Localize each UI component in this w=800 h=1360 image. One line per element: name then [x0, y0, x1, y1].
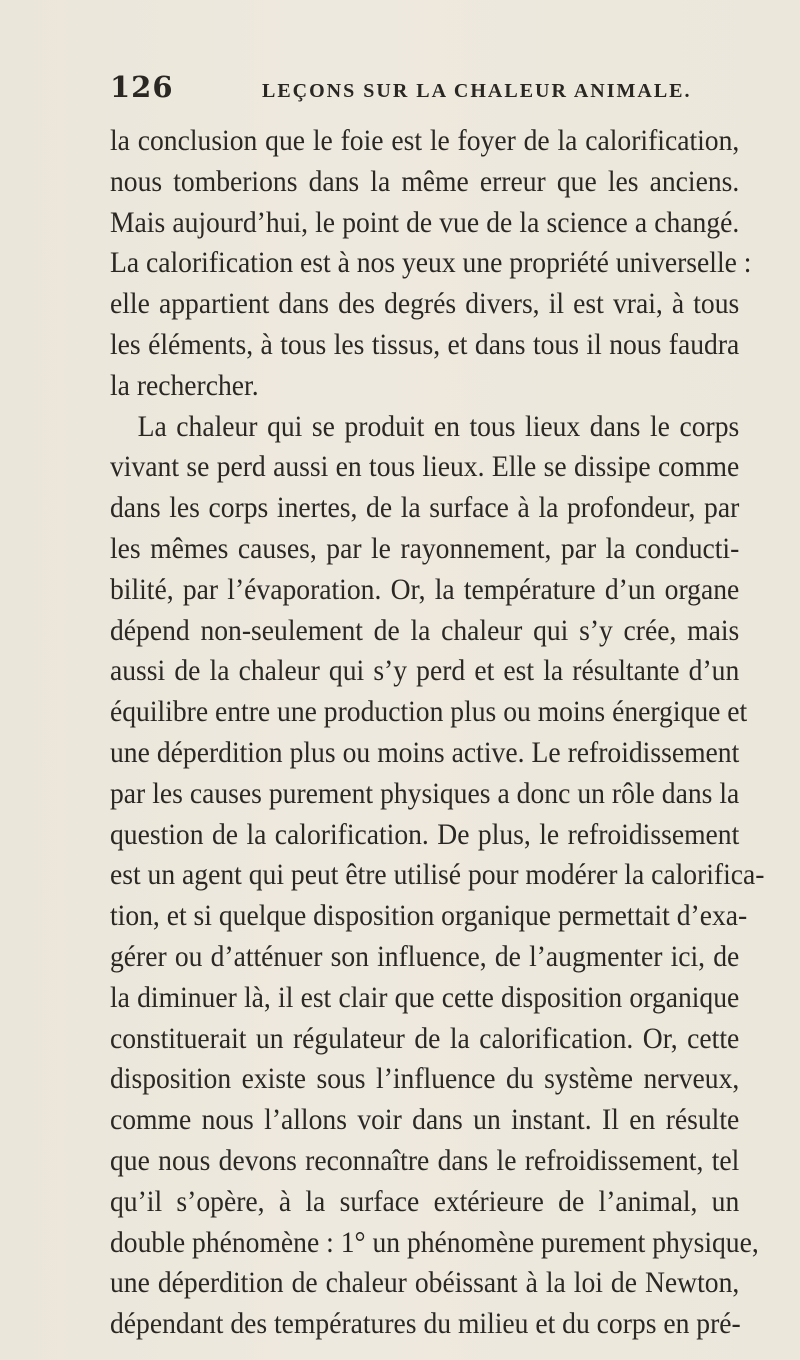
text-line: vivant se perd aussi en tous lieux. Elle se dissipe comme	[110, 450, 740, 484]
text-line: constituerait un régulateur de la calorification. Or, cette	[110, 1021, 740, 1055]
running-header	[100, 70, 740, 110]
paragraph-start-line: La chaleur qui se produit en tous lieux dans le corps	[137, 409, 740, 443]
text-line: les mêmes causes, par le rayonnement, par la conducti-	[110, 531, 740, 565]
text-line: comme nous l’allons voir dans un instant. Il en résulte	[110, 1103, 740, 1137]
text-line: la diminuer là, il est clair que cette disposition organique	[110, 980, 740, 1014]
text-line: aussi de la chaleur qui s’y perd et est la résultante d’un	[110, 654, 740, 688]
text-line: dans les corps inertes, de la surface à la profondeur, par	[110, 491, 740, 525]
text-line: gérer ou d’atténuer son influence, de l’augmenter ici, de	[110, 939, 740, 973]
text-line: elle appartient dans des degrés divers, il est vrai, à tous	[110, 287, 740, 321]
text-line: une déperdition de chaleur obéissant à la loi de Newton,	[110, 1266, 740, 1300]
text-line: dépend non-seulement de la chaleur qui s’y crée, mais	[110, 613, 740, 647]
running-title: LEÇONS SUR LA CHALEUR ANIMALE.	[262, 80, 692, 102]
text-line: tion, et si quelque disposition organique permettait d’exa-	[110, 899, 748, 933]
text-line: par les causes purement physiques a donc un rôle dans la	[110, 776, 740, 810]
text-line: dépendant des températures du milieu et du corps en pré-	[110, 1307, 741, 1341]
text-line: double phénomène : 1° un phénomène purement physique,	[110, 1225, 759, 1259]
page-number: 126	[110, 70, 174, 104]
text-line: une déperdition plus ou moins active. Le refroidissement	[110, 735, 740, 769]
text-line: que nous devons reconnaître dans le refroidissement, tel	[110, 1143, 740, 1177]
text-line: la rechercher.	[110, 368, 259, 402]
text-line: bilité, par l’évaporation. Or, la température d’un organe	[110, 572, 740, 606]
text-line: équilibre entre une production plus ou moins énergique et	[110, 695, 748, 729]
text-body	[110, 121, 765, 1345]
text-line: La calorification est à nos yeux une propriété universelle :	[110, 246, 752, 280]
text-line: disposition existe sous l’influence du système nerveux,	[110, 1062, 740, 1096]
text-line: nous tomberions dans la même erreur que les anciens.	[110, 164, 740, 198]
text-line: est un agent qui peut être utilisé pour modérer la calorifica-	[110, 858, 765, 892]
text-line: qu’il s’opère, à la surface extérieure de l’animal, un	[110, 1184, 740, 1218]
text-line: Mais aujourd’hui, le point de vue de la science a changé.	[110, 205, 740, 239]
text-line: les éléments, à tous les tissus, et dans tous il nous faudra	[110, 327, 740, 361]
text-line: question de la calorification. De plus, le refroidissement	[110, 817, 740, 851]
text-line: la conclusion que le foie est le foyer de la calorification,	[110, 124, 740, 157]
